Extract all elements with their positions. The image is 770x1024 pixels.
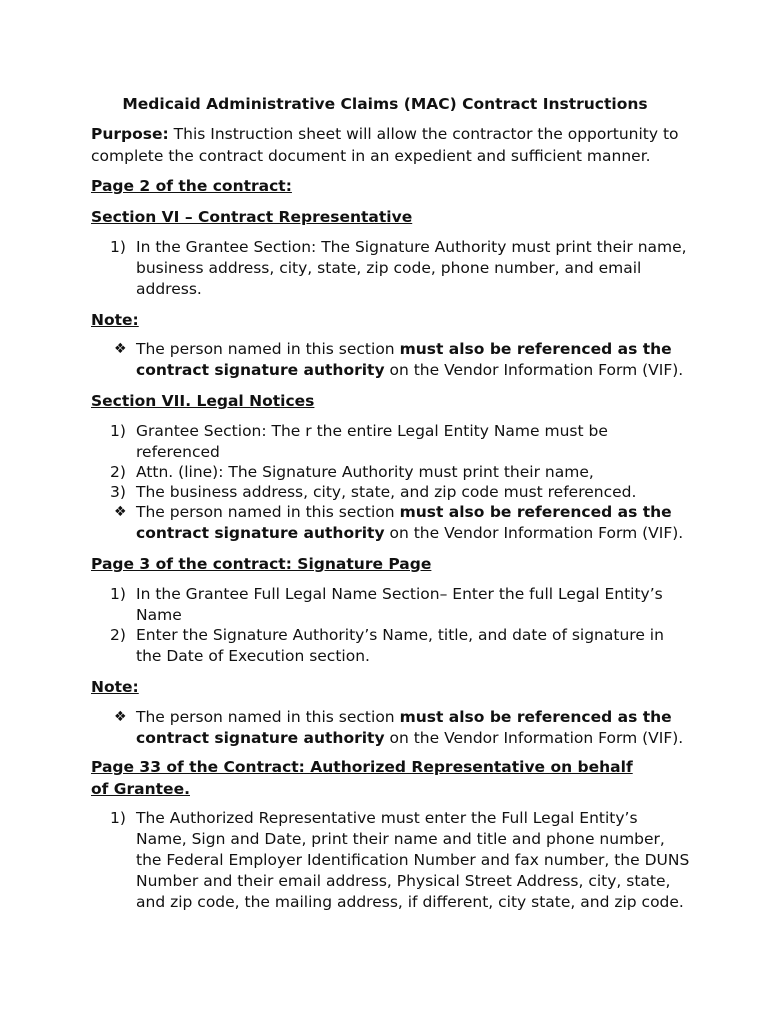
page3-heading: Page 3 of the contract: Signature Page	[91, 555, 432, 573]
diamond-bullet-icon: ❖	[114, 504, 127, 520]
item-text: The Authorized Representative must enter the Full Legal Entity’s Name, Sign and Date, print their name and title and phone number, the Federal Employer Identification Number and fax number, the DUNS Number and their email address, Physical Street Address, city, state, and zip code, the mailing address, if different, city state, and zip code.	[136, 809, 690, 911]
item-number: 1)	[110, 422, 126, 440]
section7-heading: Section VII. Legal Notices	[91, 392, 315, 410]
diamond-bullet-icon: ❖	[114, 341, 127, 357]
page33-heading: Page 33 of the Contract: Authorized Representative on behalf of Grantee.	[91, 758, 633, 798]
section7-bullet-pre: The person named in this section	[136, 503, 400, 521]
item-number: 1)	[110, 585, 126, 603]
item-text: In the Grantee Full Legal Name Section– Enter the full Legal Entity’s Name	[136, 585, 663, 624]
purpose-label: Purpose:	[91, 125, 169, 143]
item-number: 3)	[110, 483, 126, 501]
note1-text-pre: The person named in this section	[136, 340, 400, 358]
item-number: 1)	[110, 809, 126, 827]
item-text: Grantee Section: The r the entire Legal Entity Name must be referenced	[136, 422, 608, 461]
section7-bullet-post: on the Vendor Information Form (VIF).	[384, 524, 684, 542]
item-text: In the Grantee Section: The Signature Authority must print their name, business address, city, state, zip code, phone number, and email address.	[136, 238, 687, 298]
section6-heading: Section VI – Contract Representative	[91, 208, 413, 226]
note2-text-pre: The person named in this section	[136, 708, 400, 726]
page2-heading: Page 2 of the contract:	[91, 177, 292, 195]
item-text: The business address, city, state, and zip code must referenced.	[136, 483, 637, 501]
note1-text-post: on the Vendor Information Form (VIF).	[384, 361, 684, 379]
note2-text-bold: must also be referenced as the contract signature authority	[136, 708, 672, 747]
section7-bullet-bold: must also be referenced as the contract signature authority	[136, 503, 672, 542]
diamond-bullet-icon: ❖	[114, 709, 127, 725]
purpose-paragraph	[91, 124, 691, 167]
note1-label: Note:	[91, 311, 139, 329]
item-text: Enter the Signature Authority’s Name, title, and date of signature in the Date of Execution section.	[136, 626, 664, 665]
item-text: Attn. (line): The Signature Authority must print their name,	[136, 463, 594, 481]
purpose-text: This Instruction sheet will allow the contractor the opportunity to complete the contract document in an expedient and sufficient manner.	[91, 125, 679, 165]
note2-label: Note:	[91, 678, 139, 696]
item-number: 2)	[110, 463, 126, 481]
item-number: 2)	[110, 626, 126, 644]
note2-text-post: on the Vendor Information Form (VIF).	[384, 729, 684, 747]
note1-text-bold: must also be referenced as the contract signature authority	[136, 340, 672, 379]
document-title: Medicaid Administrative Claims (MAC) Contract Instructions	[122, 95, 648, 113]
item-number: 1)	[110, 238, 126, 256]
